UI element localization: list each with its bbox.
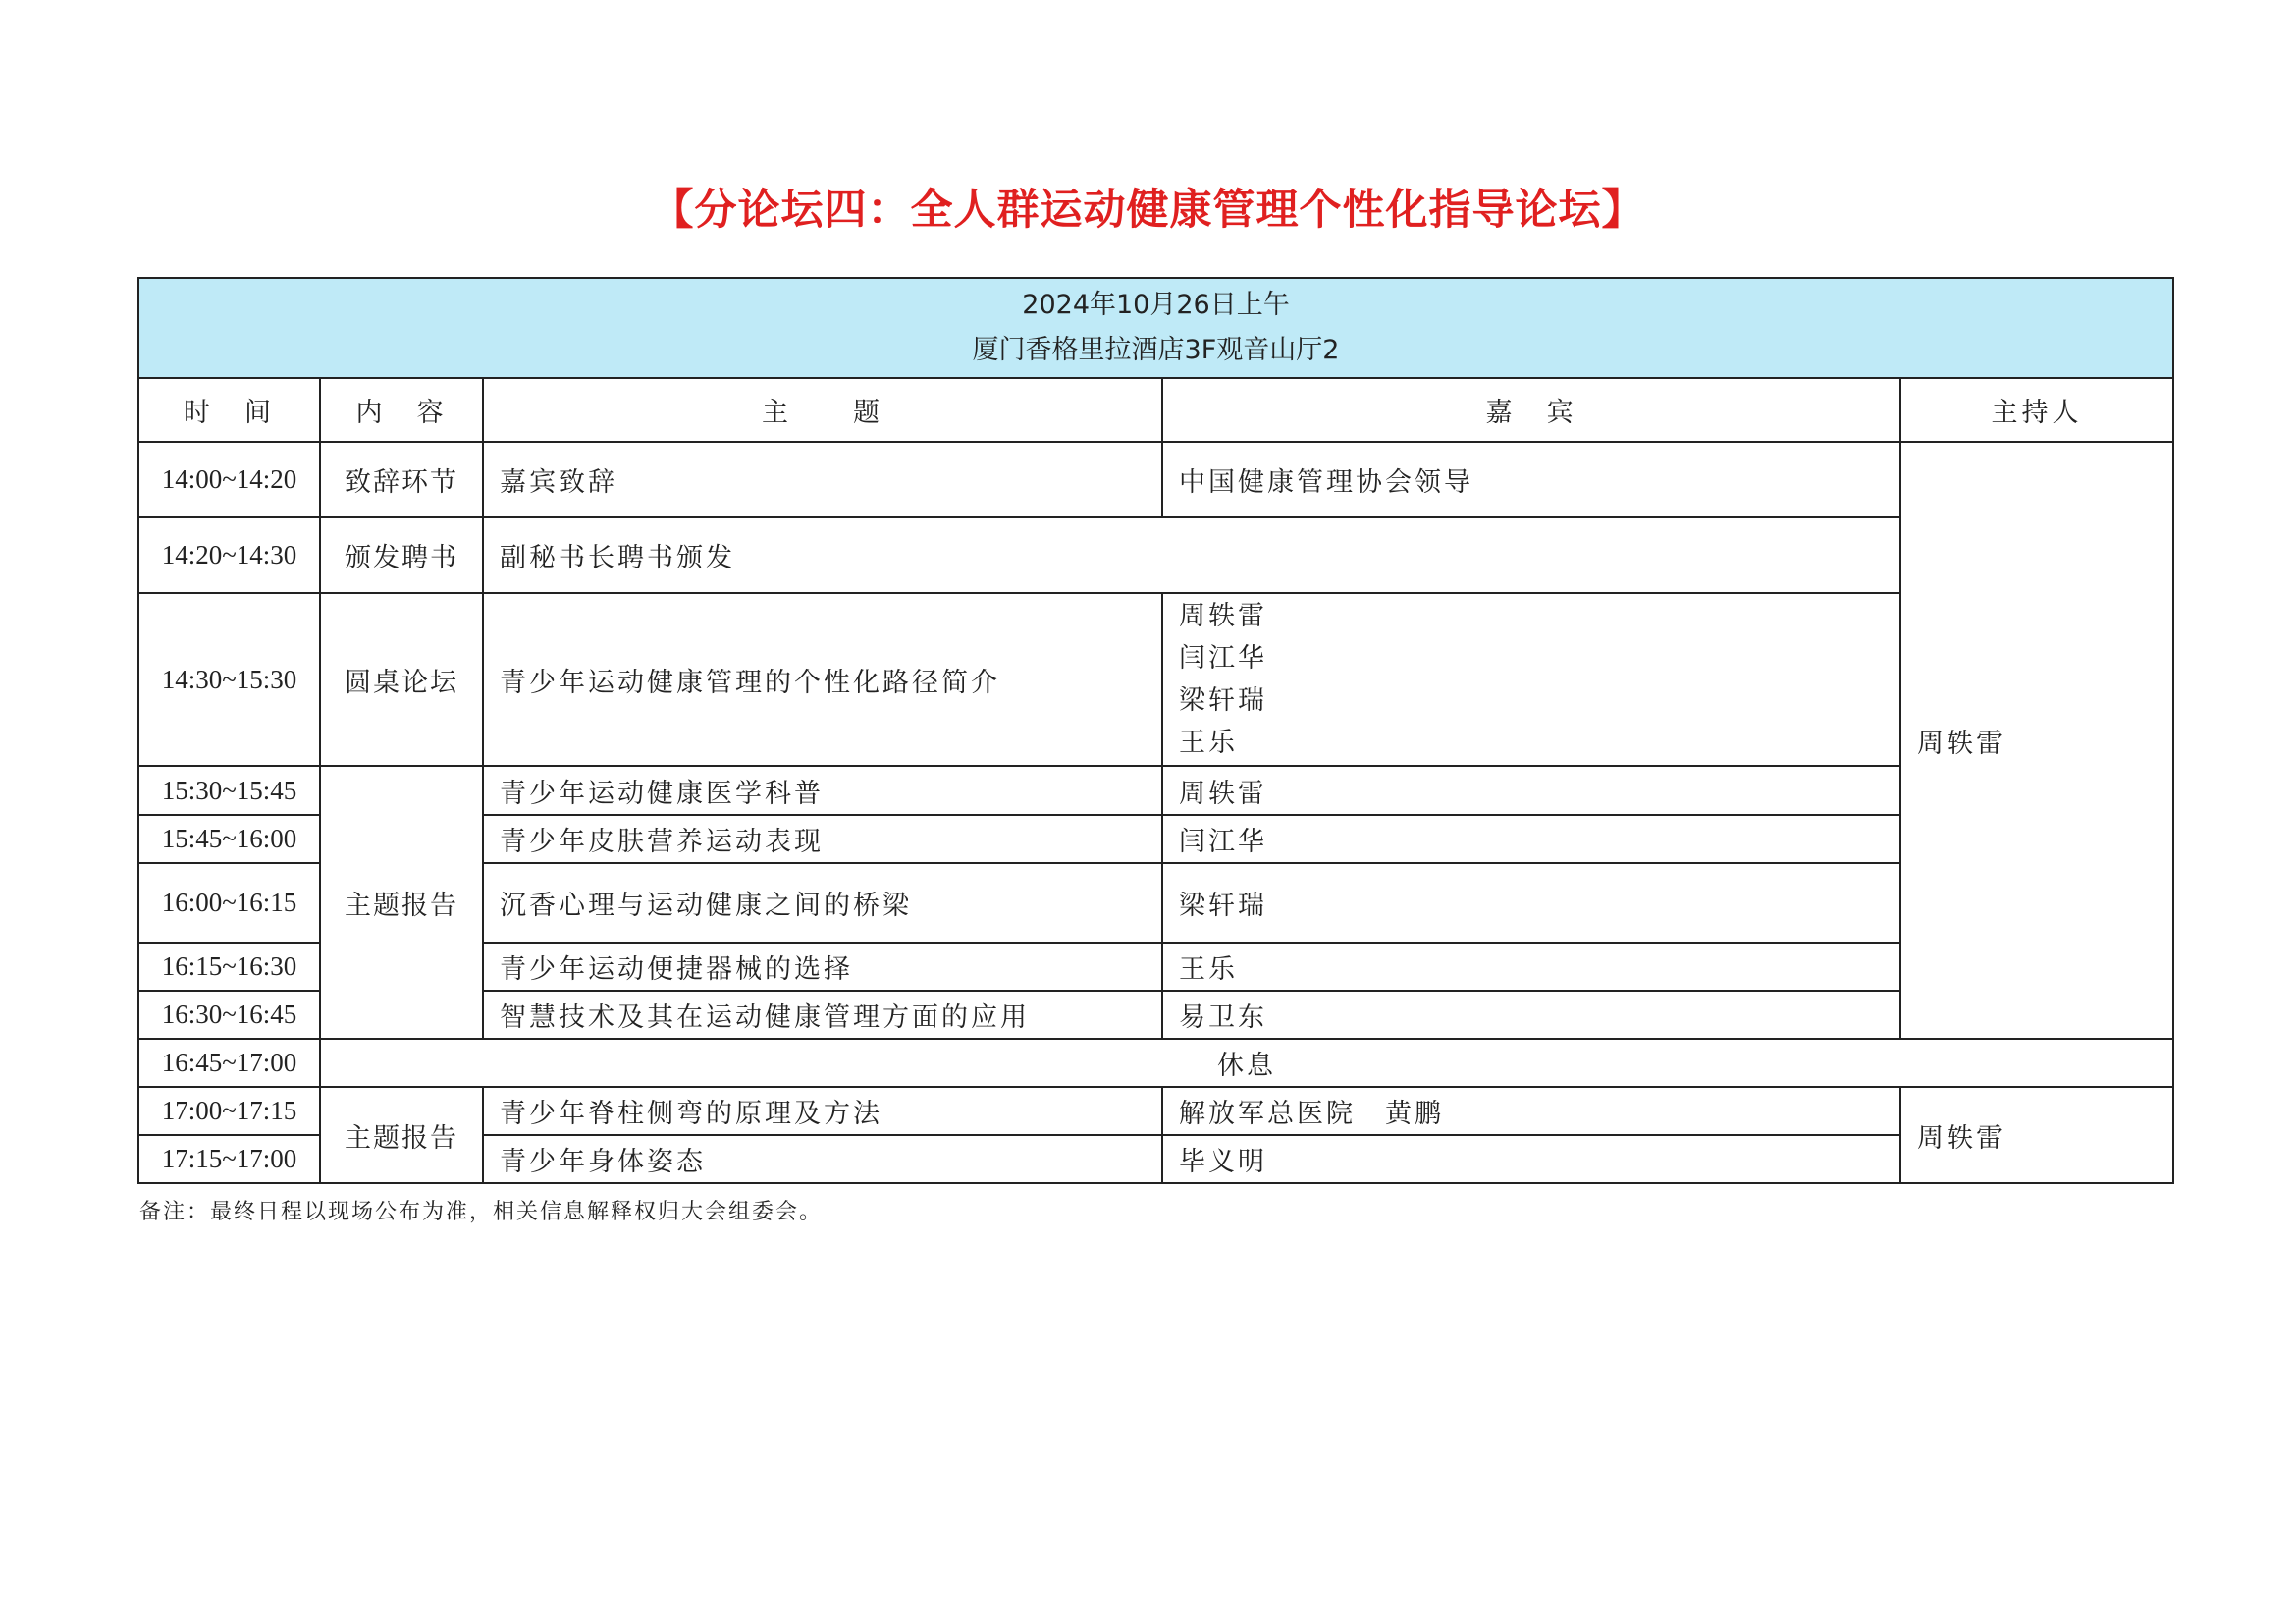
table-row (138, 442, 2173, 517)
time-cell: 16:15~16:30 (138, 943, 320, 991)
guest-cell: 梁轩瑞 (1162, 863, 1900, 943)
category-cell: 颁发聘书 (320, 517, 483, 593)
table-row (138, 593, 2173, 766)
time-cell: 15:30~15:45 (138, 766, 320, 815)
topic-cell: 青少年运动便捷器械的选择 (483, 943, 1162, 991)
topic-cell: 嘉宾致辞 (483, 442, 1162, 517)
time-cell: 17:15~17:00 (138, 1135, 320, 1183)
agenda-table (137, 277, 2174, 1184)
col-header-host: 主持人 (1900, 378, 2173, 442)
guest-cell: 闫江华 (1162, 815, 1900, 863)
table-row (138, 1039, 2173, 1087)
topic-cell: 青少年身体姿态 (483, 1135, 1162, 1183)
session-venue: 厦门香格里拉酒店3F观音山厅2 (972, 335, 1340, 365)
footnote: 备注：最终日程以现场公布为准，相关信息解释权归大会组委会。 (139, 1200, 824, 1224)
category-cell: 主题报告 (320, 1087, 483, 1183)
guest-cell: 周轶雷 (1162, 766, 1900, 815)
guest-list-cell (1162, 593, 1900, 766)
guest-cell: 解放军总医院 黄鹏 (1162, 1087, 1900, 1135)
col-header-guest: 嘉 宾 (1162, 378, 1900, 442)
category-cell: 主题报告 (320, 766, 483, 1039)
time-cell: 15:45~16:00 (138, 815, 320, 863)
host-cell: 周轶雷 (1900, 442, 2173, 1039)
guest-cell: 王乐 (1162, 943, 1900, 991)
col-header-content: 内 容 (320, 378, 483, 442)
session-header (138, 278, 2173, 378)
topic-cell: 青少年皮肤营养运动表现 (483, 815, 1162, 863)
table-row (138, 766, 2173, 815)
guest-cell: 易卫东 (1162, 991, 1900, 1039)
break-cell: 休息 (320, 1039, 2173, 1087)
topic-cell: 沉香心理与运动健康之间的桥梁 (483, 863, 1162, 943)
time-cell: 14:00~14:20 (138, 442, 320, 517)
col-header-topic: 主 题 (483, 378, 1162, 442)
guest-cell: 中国健康管理协会领导 (1162, 442, 1900, 517)
host-cell: 周轶雷 (1900, 1087, 2173, 1183)
guest-name: 王乐 (1179, 728, 1238, 758)
topic-cell: 青少年运动健康管理的个性化路径简介 (483, 593, 1162, 766)
table-row (138, 1087, 2173, 1135)
page-title: 【分论坛四：全人群运动健康管理个性化指导论坛】 (651, 186, 1645, 235)
time-cell: 16:45~17:00 (138, 1039, 320, 1087)
topic-cell: 副秘书长聘书颁发 (483, 517, 1900, 593)
guest-name: 闫江华 (1179, 643, 1267, 674)
guest-name: 周轶雷 (1179, 601, 1267, 631)
table-row (138, 517, 2173, 593)
topic-cell: 智慧技术及其在运动健康管理方面的应用 (483, 991, 1162, 1039)
column-header-row (138, 378, 2173, 442)
col-header-time: 时 间 (138, 378, 320, 442)
time-cell: 14:20~14:30 (138, 517, 320, 593)
time-cell: 16:00~16:15 (138, 863, 320, 943)
category-cell: 圆桌论坛 (320, 593, 483, 766)
guest-cell: 毕义明 (1162, 1135, 1900, 1183)
topic-cell: 青少年脊柱侧弯的原理及方法 (483, 1087, 1162, 1135)
header-row (138, 278, 2173, 378)
category-cell: 致辞环节 (320, 442, 483, 517)
time-cell: 16:30~16:45 (138, 991, 320, 1039)
guest-name: 梁轩瑞 (1179, 685, 1267, 716)
time-cell: 14:30~15:30 (138, 593, 320, 766)
session-date: 2024年10月26日上午 (1022, 290, 1290, 320)
topic-cell: 青少年运动健康医学科普 (483, 766, 1162, 815)
time-cell: 17:00~17:15 (138, 1087, 320, 1135)
